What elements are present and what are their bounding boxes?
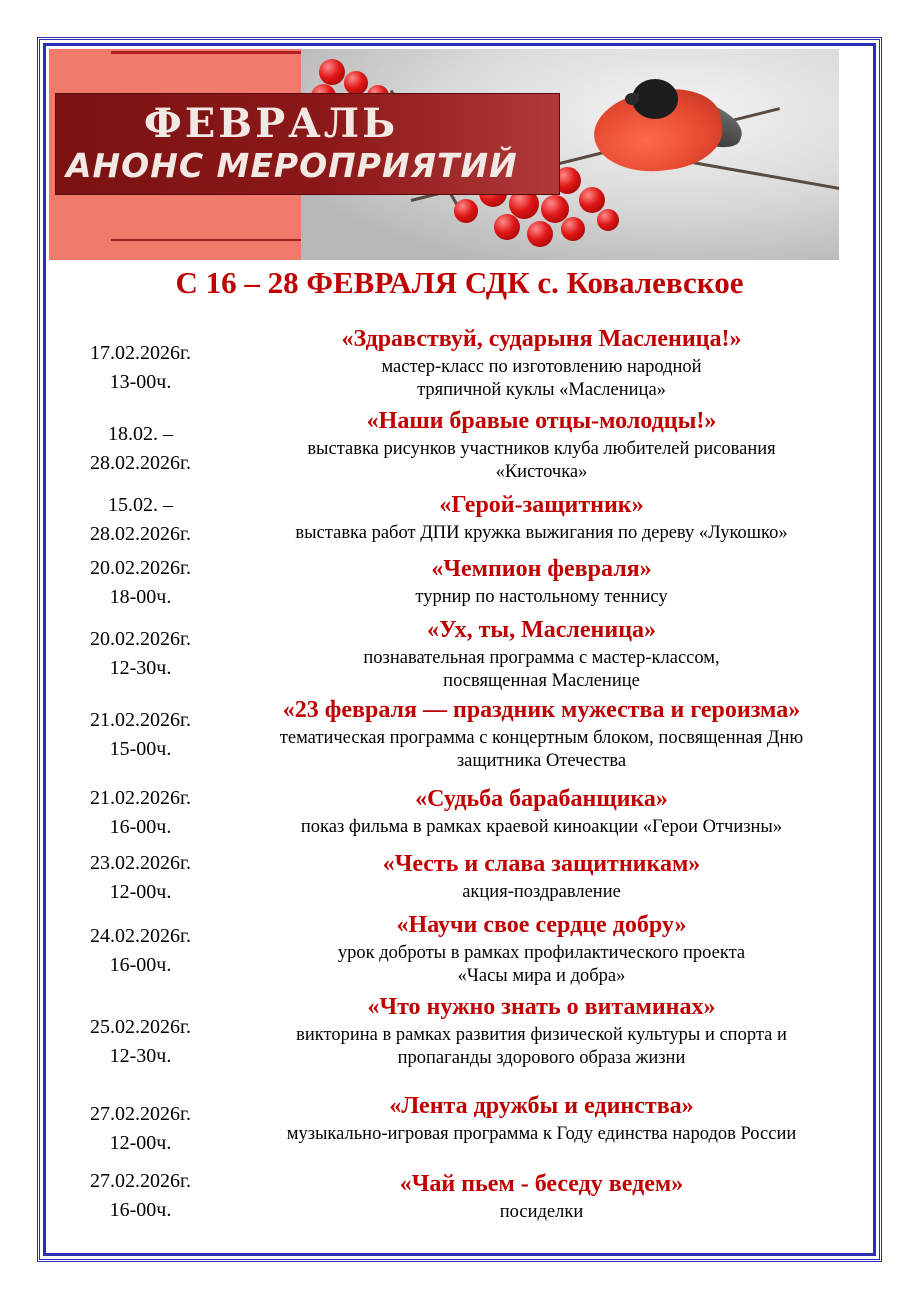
event-description-line2: «Кисточка» (495, 462, 588, 482)
event-date-line2: 12-30ч. (109, 657, 172, 679)
event-description (234, 1123, 849, 1146)
event-title: «Научи свое сердце добру» (396, 912, 687, 938)
event-title: «Судьба барабанщика» (415, 786, 668, 812)
event-date-line1: 17.02.2026г. (90, 342, 191, 364)
event-description-line1: посиделки (499, 1202, 584, 1222)
event-date (49, 625, 232, 683)
event-description (234, 816, 849, 839)
event-date (49, 922, 232, 980)
event-date-line1: 25.02.2026г. (90, 1016, 191, 1038)
event-description-line2: защитника Отечества (456, 751, 627, 771)
event-date-line1: 27.02.2026г. (90, 1170, 191, 1192)
event-description-line1: мастер-класс по изготовлению народной (381, 357, 702, 377)
event-date-line2: 16-00ч. (109, 954, 172, 976)
event-description-line1: познавательная программа с мастер-классом, (363, 648, 720, 668)
event-date (49, 706, 232, 764)
event-date-line2: 16-00ч. (109, 816, 172, 838)
event-description (234, 1024, 849, 1070)
event-description-line1: музыкально-игровая программа к Году единства народов России (286, 1124, 797, 1144)
banner-bottom-line (111, 239, 301, 241)
event-date (49, 849, 232, 907)
event-date-line2: 28.02.2026г. (90, 523, 191, 545)
event-description-line1: урок доброты в рамках профилактического проекта (337, 943, 746, 963)
event-description (234, 522, 849, 545)
event-date-line2: 12-00ч. (109, 1132, 172, 1154)
event-date-line1: 15.02. – (108, 494, 173, 516)
event-date (49, 1100, 232, 1158)
event-date-line2: 12-00ч. (109, 881, 172, 903)
event-title: «Чемпион февраля» (431, 556, 652, 582)
event-title: «Наши бравые отцы-молодцы!» (366, 408, 717, 434)
branch (681, 159, 839, 191)
banner-title-box (55, 93, 560, 195)
event-date-line1: 21.02.2026г. (90, 787, 191, 809)
event-date (49, 339, 232, 397)
event-title: «Чай пьем - беседу ведем» (399, 1171, 684, 1197)
event-description-line2: посвященная Масленице (443, 671, 640, 691)
event-date (49, 491, 232, 549)
event-description (234, 356, 849, 402)
event-date (49, 1167, 232, 1225)
event-date-line1: 21.02.2026г. (90, 709, 191, 731)
event-description (234, 647, 849, 693)
event-date-line2: 13-00ч. (109, 371, 172, 393)
event-description (234, 881, 849, 904)
event-date (49, 554, 232, 612)
page-heading: С 16 – 28 ФЕВРАЛЯ СДК с. Ковалевское (175, 265, 744, 300)
event-date-line1: 20.02.2026г. (90, 628, 191, 650)
event-date-line1: 18.02. – (108, 423, 173, 445)
event-date (49, 1013, 232, 1071)
event-date-line2: 18-00ч. (109, 586, 172, 608)
event-date (49, 784, 232, 842)
banner-title: ФЕВРАЛЬ (143, 100, 399, 147)
event-description-line1: выставка рисунков участников клуба любителей рисования (307, 439, 776, 459)
event-title: «Здравствуй, сударыня Масленица!» (341, 326, 742, 352)
event-date-line2: 12-30ч. (109, 1045, 172, 1067)
event-description-line2: пропаганды здорового образа жизни (397, 1048, 686, 1068)
event-title: «Лента дружбы и единства» (389, 1093, 694, 1119)
banner-image (49, 49, 839, 260)
event-title: «Герой-защитник» (439, 492, 644, 518)
event-description-line1: тематическая программа с концертным блоком, посвященная Дню (279, 728, 804, 748)
event-date-line1: 20.02.2026г. (90, 557, 191, 579)
event-date-line1: 23.02.2026г. (90, 852, 191, 874)
event-description-line2: тряпичной куклы «Масленица» (417, 380, 666, 400)
event-title: «23 февраля — праздник мужества и героизма» (282, 697, 801, 723)
event-date-line2: 16-00ч. (109, 1199, 172, 1221)
event-description (234, 438, 849, 484)
event-description-line1: викторина в рамках развития физической культуры и спорта и (296, 1025, 787, 1045)
event-description (234, 942, 849, 988)
event-date-line2: 28.02.2026г. (90, 452, 191, 474)
event-date-line1: 27.02.2026г. (90, 1103, 191, 1125)
event-description-line1: выставка работ ДПИ кружка выжигания по дереву «Лукошко» (295, 523, 788, 543)
event-date (49, 420, 232, 478)
event-date-line1: 24.02.2026г. (90, 925, 191, 947)
banner-subtitle: АНОНС МЕРОПРИЯТИЙ (66, 146, 518, 185)
event-description-line1: акция-поздравление (462, 882, 621, 902)
event-title: «Честь и слава защитникам» (382, 851, 701, 877)
poster (49, 49, 870, 1250)
event-description (234, 1201, 849, 1224)
event-title: «Ух, ты, Масленица» (426, 617, 657, 643)
event-description-line1: турнир по настольному теннису (415, 587, 668, 607)
event-description-line2: «Часы мира и добра» (457, 966, 626, 986)
event-date-line2: 15-00ч. (109, 738, 172, 760)
event-description (234, 586, 849, 609)
event-title: «Что нужно знать о витаминах» (367, 994, 716, 1020)
event-description (234, 727, 849, 773)
bird-beak (625, 93, 639, 105)
event-description-line1: показ фильма в рамках краевой киноакции «Герои Отчизны» (300, 817, 783, 837)
